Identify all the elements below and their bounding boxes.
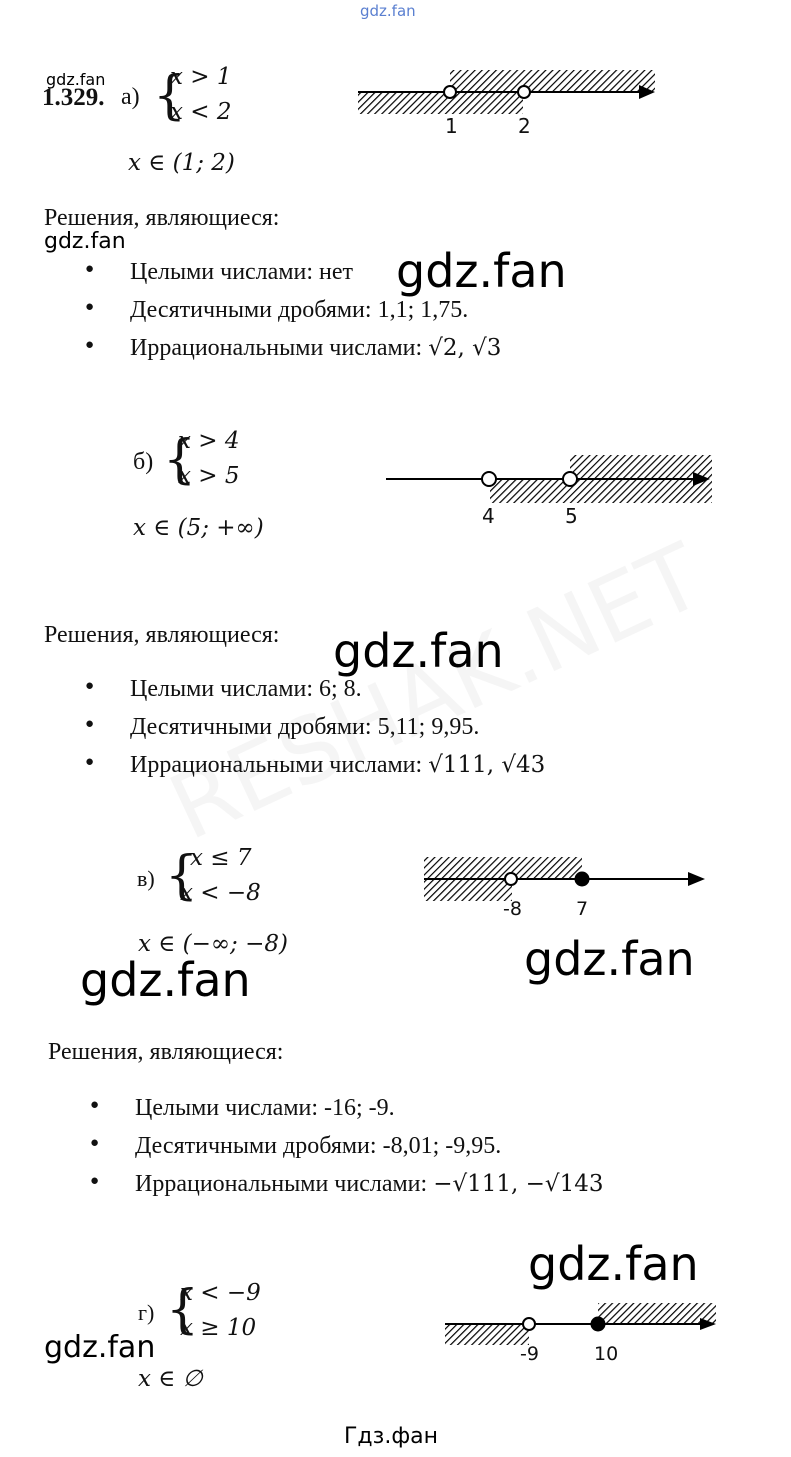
part-b-tick-5: 5 — [565, 504, 578, 528]
part-b-label: б) — [133, 449, 154, 475]
part-c-brace: { — [165, 846, 199, 906]
part-c-tick-7: 7 — [576, 898, 589, 920]
part-a-irrational-values: √2, √3 — [428, 335, 502, 361]
part-d-tick-10: 10 — [594, 1343, 619, 1365]
part-d-number-line — [440, 1298, 730, 1348]
footer-watermark: Гдз.фан — [344, 1424, 438, 1449]
top-watermark: gdz.fan — [360, 2, 416, 20]
part-b-inequality-1: x > 4 — [178, 428, 240, 454]
big-watermark: gdz.fan — [396, 244, 567, 298]
big-watermark: gdz.fan — [528, 1237, 699, 1291]
part-c-tick-minus-8: -8 — [503, 898, 522, 920]
part-c-irrational-values: −√111, −√143 — [433, 1171, 604, 1197]
part-a-tick-2: 2 — [518, 114, 531, 138]
part-b-hatch-lower — [490, 479, 712, 503]
part-c-irrational: ● Иррациональными числами: −√111, −√143 — [90, 1171, 603, 1209]
part-b-irrational-values: √111, √43 — [428, 752, 546, 778]
part-c-hatch-upper — [424, 857, 582, 879]
part-d-hatch-right — [598, 1303, 716, 1324]
part-d-hatch-left — [445, 1324, 529, 1345]
part-b-answer: x ∈ (5; +∞) — [133, 515, 264, 541]
part-d-tick-minus-9: -9 — [520, 1343, 539, 1365]
part-b-integers: ● Целыми числами: 6; 8. — [85, 676, 545, 714]
part-a-inequality-2: x < 2 — [170, 99, 232, 125]
part-b-decimals: ● Десятичными дробями: 5,11; 9,95. — [85, 714, 545, 752]
part-c-point-minus-8 — [505, 873, 517, 885]
part-a-point-2 — [518, 86, 530, 98]
part-c-integers: ● Целыми числами: -16; -9. — [90, 1095, 603, 1133]
big-watermark: gdz.fan — [80, 953, 251, 1007]
part-d-point-10 — [592, 1318, 605, 1331]
part-d-inequality-1: x < −9 — [180, 1280, 261, 1306]
part-b-inequality-2: x > 5 — [178, 463, 240, 489]
part-b-point-5 — [563, 472, 577, 486]
part-a-point-1 — [444, 86, 456, 98]
part-b-brace: { — [163, 430, 197, 490]
part-b-irrational: ● Иррациональными числами: √111, √43 — [85, 752, 545, 790]
part-a-irrational: ● Иррациональными числами: √2, √3 — [85, 335, 501, 373]
part-b-solutions-list — [85, 676, 545, 790]
part-d-brace: { — [166, 1280, 200, 1340]
part-a-hatch-left — [358, 92, 523, 114]
part-d-answer: x ∈ ∅ — [138, 1366, 203, 1392]
part-c-answer: x ∈ (−∞; −8) — [138, 931, 288, 957]
part-d-label: г) — [138, 1300, 155, 1325]
problem-number: 1.329. — [42, 84, 105, 111]
part-c-decimals: ● Десятичными дробями: -8,01; -9,95. — [90, 1133, 603, 1171]
part-a-inequality-1: x > 1 — [170, 64, 232, 90]
part-b-point-4 — [482, 472, 496, 486]
part-a-hatch-right — [450, 70, 655, 92]
part-b-number-line — [380, 445, 720, 515]
part-b-hatch-upper — [570, 455, 712, 479]
small-watermark: gdz.fan — [46, 70, 106, 89]
part-c-inequality-1: x ≤ 7 — [190, 845, 252, 871]
big-watermark: gdz.fan — [524, 932, 695, 986]
part-a-heading: Решения, являющиеся: — [44, 205, 280, 231]
part-a-decimals: ● Десятичными дробями: 1,1; 1,75. — [85, 297, 501, 335]
part-a-brace: { — [153, 66, 187, 126]
part-b-heading: Решения, являющиеся: — [44, 622, 280, 648]
part-a-integers: ● Целыми числами: нет — [85, 259, 501, 297]
small-watermark: gdz.fan — [44, 1330, 156, 1365]
part-c-number-line — [420, 850, 720, 910]
part-c-inequality-2: x < −8 — [180, 880, 261, 906]
part-b-tick-4: 4 — [482, 504, 495, 528]
part-a-answer: x ∈ (1; 2) — [128, 150, 235, 176]
part-c-hatch-lower — [424, 879, 512, 901]
part-c-heading: Решения, являющиеся: — [48, 1039, 284, 1065]
part-d-inequality-2: x ≥ 10 — [180, 1315, 257, 1341]
part-a-number-line — [350, 60, 670, 140]
part-d-point-minus-9 — [523, 1318, 535, 1330]
part-c-label: в) — [137, 866, 155, 891]
part-a-label: а) — [121, 84, 140, 110]
part-a-tick-1: 1 — [445, 114, 458, 138]
big-watermark: gdz.fan — [333, 624, 504, 678]
part-c-point-7 — [576, 873, 589, 886]
part-c-solutions-list — [90, 1095, 603, 1209]
small-watermark: gdz.fan — [44, 229, 126, 254]
